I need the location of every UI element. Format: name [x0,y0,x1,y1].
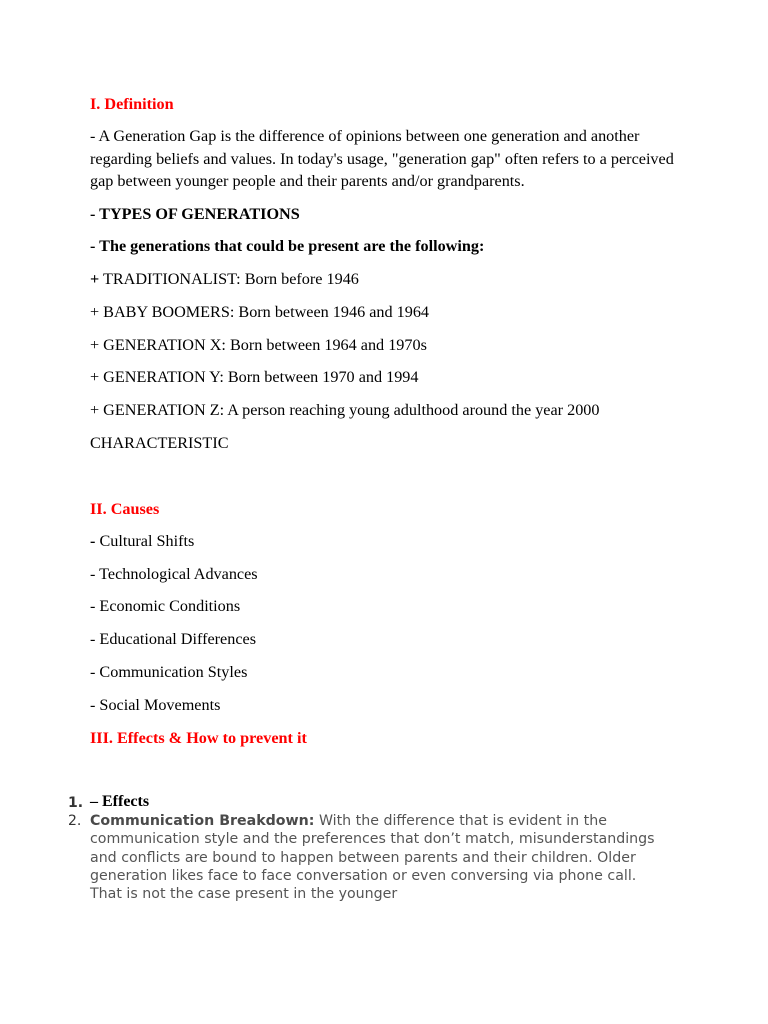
list-number: 1. [68,795,84,811]
cause-item: - Communication Styles [90,663,248,682]
list-item [68,792,668,812]
list-item-text: With the difference that is evident in the communication style and the preferences that don’t match, misunderstandings and conflicts are bound to happen between parents and their children. Older generation likes face to face conversation or even conversing via phone call. That is not the case present in the younger [90,813,655,903]
list-item-text: – Effects [90,793,150,810]
section-heading-definition: I. Definition [90,95,174,113]
cause-item [90,530,680,552]
generation-item: + GENERATION Y: Born between 1970 and 1994 [90,368,419,387]
generation-item: + BABY BOOMERS: Born between 1946 and 1964 [90,302,430,321]
generation-item [90,268,680,290]
cause-item: - Educational Differences [90,630,256,649]
generation-text: TRADITIONALIST: Born before 1946 [99,270,359,289]
generations-intro: - The generations that could be present are the following: [90,237,485,256]
effects-numbered-list [68,792,668,903]
characteristic-label: CHARACTERISTIC [90,434,229,453]
cause-item: - Technological Advances [90,564,258,583]
dash-marker: - [90,531,96,550]
generation-item: + GENERATION Z: A person reaching young adulthood around the year 2000 [90,401,600,420]
list-item-lead: Communication Breakdown: [90,813,315,829]
types-heading: - TYPES OF GENERATIONS [90,204,300,223]
section-heading-effects: III. Effects & How to prevent it [90,728,307,747]
list-number: 2. [68,813,82,829]
plus-marker: + [90,270,100,289]
cause-item: - Economic Conditions [90,597,241,616]
cause-item: - Social Movements [90,695,221,714]
generation-item: + GENERATION X: Born between 1964 and 1970s [90,335,427,354]
list-item [68,812,668,903]
section-heading-causes: II. Causes [90,499,160,518]
blank-line [90,465,680,498]
definition-paragraph: - A Generation Gap is the difference of opinions between one generation and another regarding beliefs and values. In today's usage, "generation gap" often refers to a perceived gap between younger people and their parents and/or grandparents. [90,127,674,190]
document-body [90,93,680,759]
cause-text: Cultural Shifts [95,531,195,550]
